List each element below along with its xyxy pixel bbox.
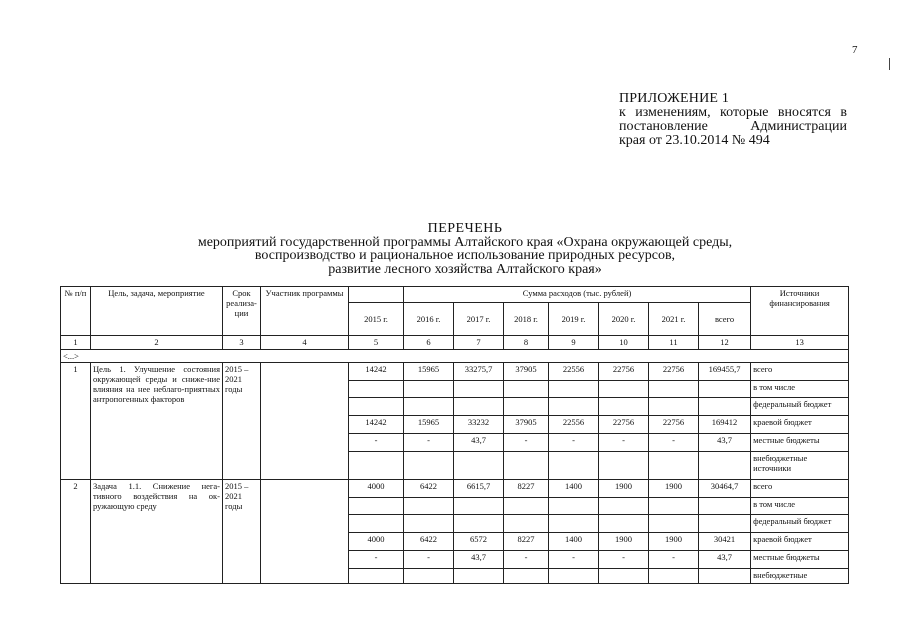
source-cell: федеральный бюджет bbox=[751, 515, 849, 533]
appendix-block bbox=[619, 92, 847, 148]
value-cell bbox=[549, 498, 599, 515]
participant-text bbox=[261, 363, 349, 480]
measures-table bbox=[60, 286, 849, 584]
value-cell: 4000 bbox=[349, 533, 404, 551]
value-cell: 14242 bbox=[349, 363, 404, 381]
header-year-2019: 2019 г. bbox=[549, 303, 599, 336]
colnum-9: 9 bbox=[549, 336, 599, 350]
heading-title: ПЕРЕЧЕНЬ bbox=[427, 221, 503, 236]
value-cell: 43,7 bbox=[699, 434, 751, 452]
table-row bbox=[61, 363, 849, 381]
value-cell: 14242 bbox=[349, 416, 404, 434]
value-cell: 169412 bbox=[699, 416, 751, 434]
value-cell bbox=[599, 515, 649, 533]
column-numbers-row bbox=[61, 336, 849, 350]
header-term: Срок реализа-ции bbox=[223, 287, 261, 336]
source-cell: всего bbox=[751, 480, 849, 498]
scan-edge-mark bbox=[889, 58, 890, 70]
value-cell bbox=[504, 569, 549, 584]
value-cell: 6615,7 bbox=[454, 480, 504, 498]
value-cell: 22556 bbox=[549, 416, 599, 434]
value-cell: - bbox=[404, 434, 454, 452]
value-cell: 30464,7 bbox=[699, 480, 751, 498]
value-cell: - bbox=[349, 551, 404, 569]
appendix-line-3: края от 23.10.2014 № 494 bbox=[619, 133, 770, 148]
value-cell: - bbox=[404, 551, 454, 569]
header-year-2018: 2018 г. bbox=[504, 303, 549, 336]
colnum-4: 4 bbox=[261, 336, 349, 350]
header-year-2016: 2016 г. bbox=[404, 303, 454, 336]
value-cell: - bbox=[649, 434, 699, 452]
value-cell: 22756 bbox=[649, 416, 699, 434]
value-cell bbox=[599, 381, 649, 398]
value-cell: - bbox=[549, 551, 599, 569]
source-cell: в том числе bbox=[751, 381, 849, 398]
value-cell bbox=[699, 515, 751, 533]
value-cell: 8227 bbox=[504, 533, 549, 551]
value-cell bbox=[454, 498, 504, 515]
value-cell: 6422 bbox=[404, 480, 454, 498]
value-cell: 37905 bbox=[504, 416, 549, 434]
value-cell: 22756 bbox=[649, 363, 699, 381]
value-cell: - bbox=[549, 434, 599, 452]
value-cell: 4000 bbox=[349, 480, 404, 498]
value-cell: - bbox=[504, 551, 549, 569]
source-cell: всего bbox=[751, 363, 849, 381]
value-cell: 22756 bbox=[599, 363, 649, 381]
row-number: 1 bbox=[61, 363, 91, 480]
value-cell bbox=[349, 569, 404, 584]
header-total: всего bbox=[699, 303, 751, 336]
colnum-10: 10 bbox=[599, 336, 649, 350]
value-cell: 15965 bbox=[404, 416, 454, 434]
value-cell bbox=[349, 398, 404, 416]
header-num: № п/п bbox=[61, 287, 91, 336]
value-cell bbox=[504, 498, 549, 515]
value-cell bbox=[599, 569, 649, 584]
table-row bbox=[61, 480, 849, 498]
value-cell bbox=[649, 381, 699, 398]
header-blank bbox=[349, 287, 404, 303]
value-cell bbox=[349, 452, 404, 480]
value-cell bbox=[404, 498, 454, 515]
heading-line-2: воспроизводство и рациональное использование природных ресурсов, bbox=[254, 248, 676, 263]
value-cell bbox=[549, 452, 599, 480]
source-cell: федеральный бюджет bbox=[751, 398, 849, 416]
value-cell bbox=[404, 381, 454, 398]
value-cell bbox=[349, 515, 404, 533]
term-text: 2015 – 2021 годы bbox=[223, 480, 261, 584]
appendix-line-2: постановление Администрации bbox=[619, 119, 847, 134]
value-cell bbox=[649, 569, 699, 584]
header-goal: Цель, задача, мероприятие bbox=[91, 287, 223, 336]
appendix-title: ПРИЛОЖЕНИЕ 1 bbox=[619, 91, 730, 106]
value-cell bbox=[504, 515, 549, 533]
value-cell bbox=[699, 452, 751, 480]
source-cell: краевой бюджет bbox=[751, 416, 849, 434]
colnum-7: 7 bbox=[454, 336, 504, 350]
value-cell bbox=[454, 515, 504, 533]
appendix-line-1: к изменениям, которые вносятся в bbox=[619, 105, 847, 120]
header-participant: Участник программы bbox=[261, 287, 349, 336]
header-year-2021: 2021 г. bbox=[649, 303, 699, 336]
colnum-3: 3 bbox=[223, 336, 261, 350]
colnum-11: 11 bbox=[649, 336, 699, 350]
value-cell: 8227 bbox=[504, 480, 549, 498]
colnum-1: 1 bbox=[61, 336, 91, 350]
colnum-13: 13 bbox=[751, 336, 849, 350]
value-cell bbox=[699, 498, 751, 515]
page-number: 7 bbox=[852, 44, 858, 56]
source-cell: местные бюджеты bbox=[751, 434, 849, 452]
header-year-2017: 2017 г. bbox=[454, 303, 504, 336]
source-cell: местные бюджеты bbox=[751, 551, 849, 569]
value-cell bbox=[404, 452, 454, 480]
value-cell bbox=[649, 398, 699, 416]
goal-text: Задача 1.1. Снижение нега-тивного воздействия на ок-ружающую среду bbox=[91, 480, 223, 584]
header-sources: Источники финансирования bbox=[751, 287, 849, 336]
value-cell bbox=[699, 381, 751, 398]
value-cell bbox=[349, 381, 404, 398]
value-cell: 43,7 bbox=[699, 551, 751, 569]
header-row-1 bbox=[61, 287, 849, 303]
colnum-2: 2 bbox=[91, 336, 223, 350]
source-cell: краевой бюджет bbox=[751, 533, 849, 551]
value-cell: 30421 bbox=[699, 533, 751, 551]
value-cell bbox=[404, 398, 454, 416]
value-cell bbox=[404, 569, 454, 584]
value-cell bbox=[504, 398, 549, 416]
value-cell: - bbox=[649, 551, 699, 569]
value-cell: 1900 bbox=[649, 480, 699, 498]
value-cell bbox=[599, 398, 649, 416]
term-text: 2015 – 2021 годы bbox=[223, 363, 261, 480]
value-cell: 1400 bbox=[549, 533, 599, 551]
goal-text: Цель 1. Улучшение состояния окружающей среды и сниже-ние влияния на нее неблаго-приятных антропогенных факторов bbox=[91, 363, 223, 480]
colnum-12: 12 bbox=[699, 336, 751, 350]
heading-line-3: развитие лесного хозяйства Алтайского края» bbox=[328, 261, 602, 277]
value-cell bbox=[549, 515, 599, 533]
ellipsis-row bbox=[61, 350, 849, 363]
colnum-5: 5 bbox=[349, 336, 404, 350]
source-cell: внебюджетные bbox=[751, 569, 849, 584]
value-cell: 1900 bbox=[599, 533, 649, 551]
value-cell: 1900 bbox=[649, 533, 699, 551]
value-cell bbox=[504, 452, 549, 480]
value-cell bbox=[349, 498, 404, 515]
value-cell: 6422 bbox=[404, 533, 454, 551]
value-cell bbox=[454, 452, 504, 480]
header-year-2020: 2020 г. bbox=[599, 303, 649, 336]
value-cell bbox=[454, 381, 504, 398]
source-cell: в том числе bbox=[751, 498, 849, 515]
value-cell bbox=[454, 398, 504, 416]
value-cell: - bbox=[349, 434, 404, 452]
colnum-6: 6 bbox=[404, 336, 454, 350]
value-cell: 22756 bbox=[599, 416, 649, 434]
value-cell: 169455,7 bbox=[699, 363, 751, 381]
value-cell: 37905 bbox=[504, 363, 549, 381]
value-cell: 22556 bbox=[549, 363, 599, 381]
value-cell: - bbox=[504, 434, 549, 452]
value-cell bbox=[699, 398, 751, 416]
header-sum: Сумма расходов (тыс. рублей) bbox=[404, 287, 751, 303]
value-cell bbox=[549, 398, 599, 416]
source-cell: внебюджетные источники bbox=[751, 452, 849, 480]
value-cell bbox=[649, 515, 699, 533]
value-cell bbox=[549, 381, 599, 398]
document-heading bbox=[150, 222, 780, 276]
colnum-8: 8 bbox=[504, 336, 549, 350]
value-cell bbox=[549, 569, 599, 584]
value-cell bbox=[599, 452, 649, 480]
row-number: 2 bbox=[61, 480, 91, 584]
heading-line-1: мероприятий государственной программы Алтайского края «Охрана окружающей среды, bbox=[197, 234, 733, 250]
value-cell: 43,7 bbox=[454, 434, 504, 452]
value-cell bbox=[649, 452, 699, 480]
value-cell: - bbox=[599, 551, 649, 569]
value-cell: 15965 bbox=[404, 363, 454, 381]
value-cell: 6572 bbox=[454, 533, 504, 551]
value-cell bbox=[699, 569, 751, 584]
value-cell bbox=[454, 569, 504, 584]
header-year-2015: 2015 г. bbox=[349, 303, 404, 336]
ellipsis-cell: <...> bbox=[61, 350, 849, 363]
value-cell: 1900 bbox=[599, 480, 649, 498]
value-cell: 33232 bbox=[454, 416, 504, 434]
participant-text bbox=[261, 480, 349, 584]
value-cell bbox=[404, 515, 454, 533]
value-cell bbox=[599, 498, 649, 515]
value-cell: 1400 bbox=[549, 480, 599, 498]
value-cell bbox=[649, 498, 699, 515]
value-cell: - bbox=[599, 434, 649, 452]
value-cell: 43,7 bbox=[454, 551, 504, 569]
value-cell bbox=[504, 381, 549, 398]
value-cell: 33275,7 bbox=[454, 363, 504, 381]
